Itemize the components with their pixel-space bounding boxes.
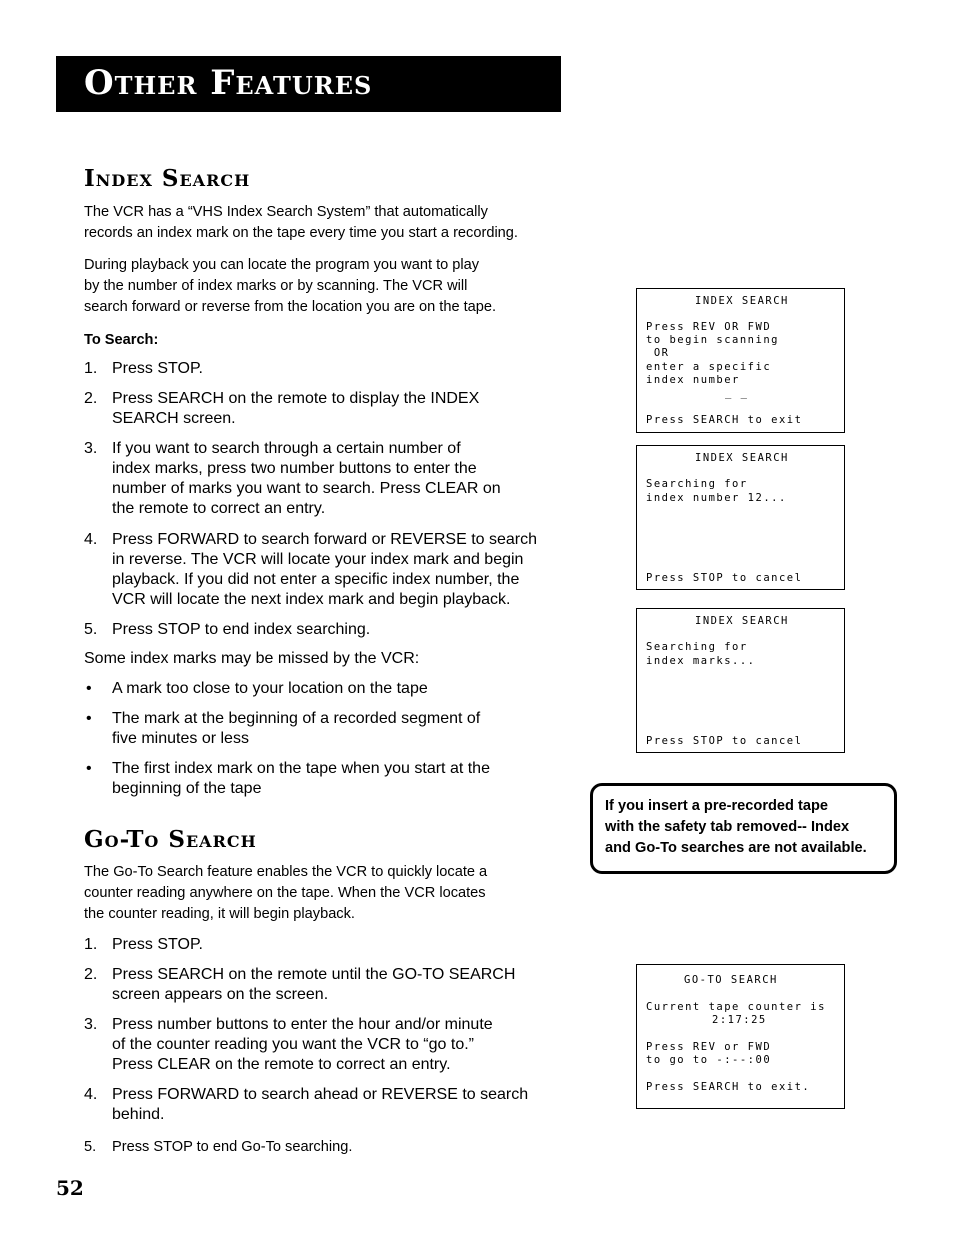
index-search-screen-scan: [636, 288, 845, 433]
bullet-glyph: •: [86, 710, 92, 727]
screen-line: _ _: [725, 387, 749, 399]
screen-title: INDEX SEARCH: [695, 452, 789, 464]
screen-line: index marks...: [646, 655, 756, 667]
goto-intro-paragraph: [84, 862, 564, 925]
screen-line: index number: [646, 374, 740, 386]
step-text: Press STOP.: [112, 936, 203, 953]
index-step: [84, 359, 564, 379]
note-line: and Go-To searches are not available.: [605, 840, 867, 856]
index-step: [84, 439, 564, 519]
to-search-subheading: To Search:: [84, 332, 159, 348]
step-text: Press CLEAR on the remote to correct an entry.: [112, 1056, 451, 1073]
goto-step: [84, 1137, 564, 1157]
screen-line: Searching for: [646, 641, 748, 653]
step-text: Press SEARCH on the remote to display the INDEX: [112, 390, 480, 407]
page-number: 52: [56, 1176, 84, 1200]
step-text: Press SEARCH on the remote until the GO-TO SEARCH: [112, 966, 516, 983]
step-text: Press number buttons to enter the hour and/or minute: [112, 1016, 493, 1033]
index-step: [84, 620, 564, 640]
step-text: in reverse. The VCR will locate your index mark and begin: [112, 551, 524, 568]
step-number: 2.: [84, 966, 98, 983]
text-line: records an index mark on the tape every time you start a recording.: [84, 225, 518, 241]
screen-title: INDEX SEARCH: [695, 615, 789, 627]
note-line: with the safety tab removed-- Index: [605, 819, 850, 835]
step-text: SEARCH screen.: [112, 410, 236, 427]
screen-title: GO-TO SEARCH: [684, 974, 778, 986]
step-number: 3.: [84, 440, 98, 457]
step-number: 5.: [84, 1139, 97, 1155]
screen-line: Press SEARCH to exit: [646, 414, 803, 426]
step-number: 1.: [84, 936, 98, 953]
goto-search-screen: [636, 964, 845, 1109]
index-playback-paragraph: [84, 255, 564, 318]
text-line: The VCR has a “VHS Index Search System” that automatically: [84, 204, 488, 220]
index-search-screen-marks: [636, 608, 845, 753]
bullet-item: [84, 709, 564, 749]
safety-tab-note: [590, 783, 897, 874]
step-number: 2.: [84, 390, 98, 407]
index-step: [84, 389, 564, 429]
text-line: search forward or reverse from the location you are on the tape.: [84, 299, 497, 315]
bullet-text: The mark at the beginning of a recorded segment of: [112, 710, 481, 727]
step-number: 3.: [84, 1016, 98, 1033]
index-intro-paragraph: [84, 202, 564, 244]
screen-line: index number 12...: [646, 492, 787, 504]
step-text: Press STOP.: [112, 360, 203, 377]
screen-line: Press STOP to cancel: [646, 572, 803, 584]
screen-line: Press REV or FWD: [646, 1041, 772, 1053]
step-text: If you want to search through a certain number of: [112, 440, 461, 457]
step-number: 1.: [84, 360, 98, 377]
goto-step: [84, 1015, 564, 1075]
screen-line: enter a specific: [646, 361, 772, 373]
text-line: The Go-To Search feature enables the VCR to quickly locate a: [84, 864, 488, 880]
goto-step: [84, 1085, 564, 1125]
bullet-glyph: •: [86, 680, 92, 697]
step-text: Press FORWARD to search ahead or REVERSE to search: [112, 1086, 529, 1103]
step-text: Press FORWARD to search forward or REVERSE to search: [112, 531, 538, 548]
screen-line: to go to -:--:00: [646, 1054, 772, 1066]
screen-line: Press SEARCH to exit.: [646, 1081, 811, 1093]
bullet-glyph: •: [86, 760, 92, 777]
text-line: the counter reading, it will begin playback.: [84, 906, 355, 922]
text-line: counter reading anywhere on the tape. When the VCR locates: [84, 885, 486, 901]
index-search-screen-number: [636, 445, 845, 590]
index-search-heading: Index Search: [84, 165, 251, 192]
step-text: the remote to correct an entry.: [112, 500, 326, 517]
screen-line: Current tape counter is: [646, 1001, 826, 1013]
step-text: number of marks you want to search. Press CLEAR on: [112, 480, 501, 497]
step-text: behind.: [112, 1106, 165, 1123]
step-number: 4.: [84, 1086, 98, 1103]
missed-marks-intro: Some index marks may be missed by the VCR:: [84, 650, 420, 667]
goto-step: [84, 965, 564, 1005]
text-line: by the number of index marks or by scanning. The VCR will: [84, 278, 468, 294]
screen-line: 2:17:25: [712, 1014, 767, 1026]
step-text: of the counter reading you want the VCR to “go to.”: [112, 1036, 474, 1053]
step-text: playback. If you did not enter a specific index number, the: [112, 571, 520, 588]
bullet-text: A mark too close to your location on the tape: [112, 680, 428, 697]
screen-line: Press STOP to cancel: [646, 735, 803, 747]
bullet-item: [84, 679, 564, 699]
index-step: [84, 530, 564, 610]
screen-line: Searching for: [646, 478, 748, 490]
step-text: VCR will locate the next index mark and begin playback.: [112, 591, 511, 608]
step-number: 4.: [84, 531, 98, 548]
step-text: Press STOP to end index searching.: [112, 621, 371, 638]
step-text: index marks, press two number buttons to enter the: [112, 460, 477, 477]
chapter-banner: [56, 56, 561, 112]
screen-line: to begin scanning: [646, 334, 779, 346]
text-line: During playback you can locate the program you want to play: [84, 257, 480, 273]
goto-search-heading: Go-To Search: [84, 826, 257, 853]
note-line: If you insert a pre-recorded tape: [605, 798, 829, 814]
chapter-title: Other Features: [84, 63, 373, 103]
step-text: Press STOP to end Go-To searching.: [112, 1139, 353, 1155]
bullet-item: [84, 759, 564, 799]
step-number: 5.: [84, 621, 98, 638]
screen-title: INDEX SEARCH: [695, 295, 789, 307]
screen-line: Press REV OR FWD: [646, 321, 772, 333]
bullet-text: The first index mark on the tape when you start at the: [112, 760, 490, 777]
screen-line: OR: [646, 347, 670, 359]
step-text: screen appears on the screen.: [112, 986, 329, 1003]
goto-step: [84, 935, 564, 955]
bullet-text: beginning of the tape: [112, 780, 262, 797]
bullet-text: five minutes or less: [112, 730, 249, 747]
